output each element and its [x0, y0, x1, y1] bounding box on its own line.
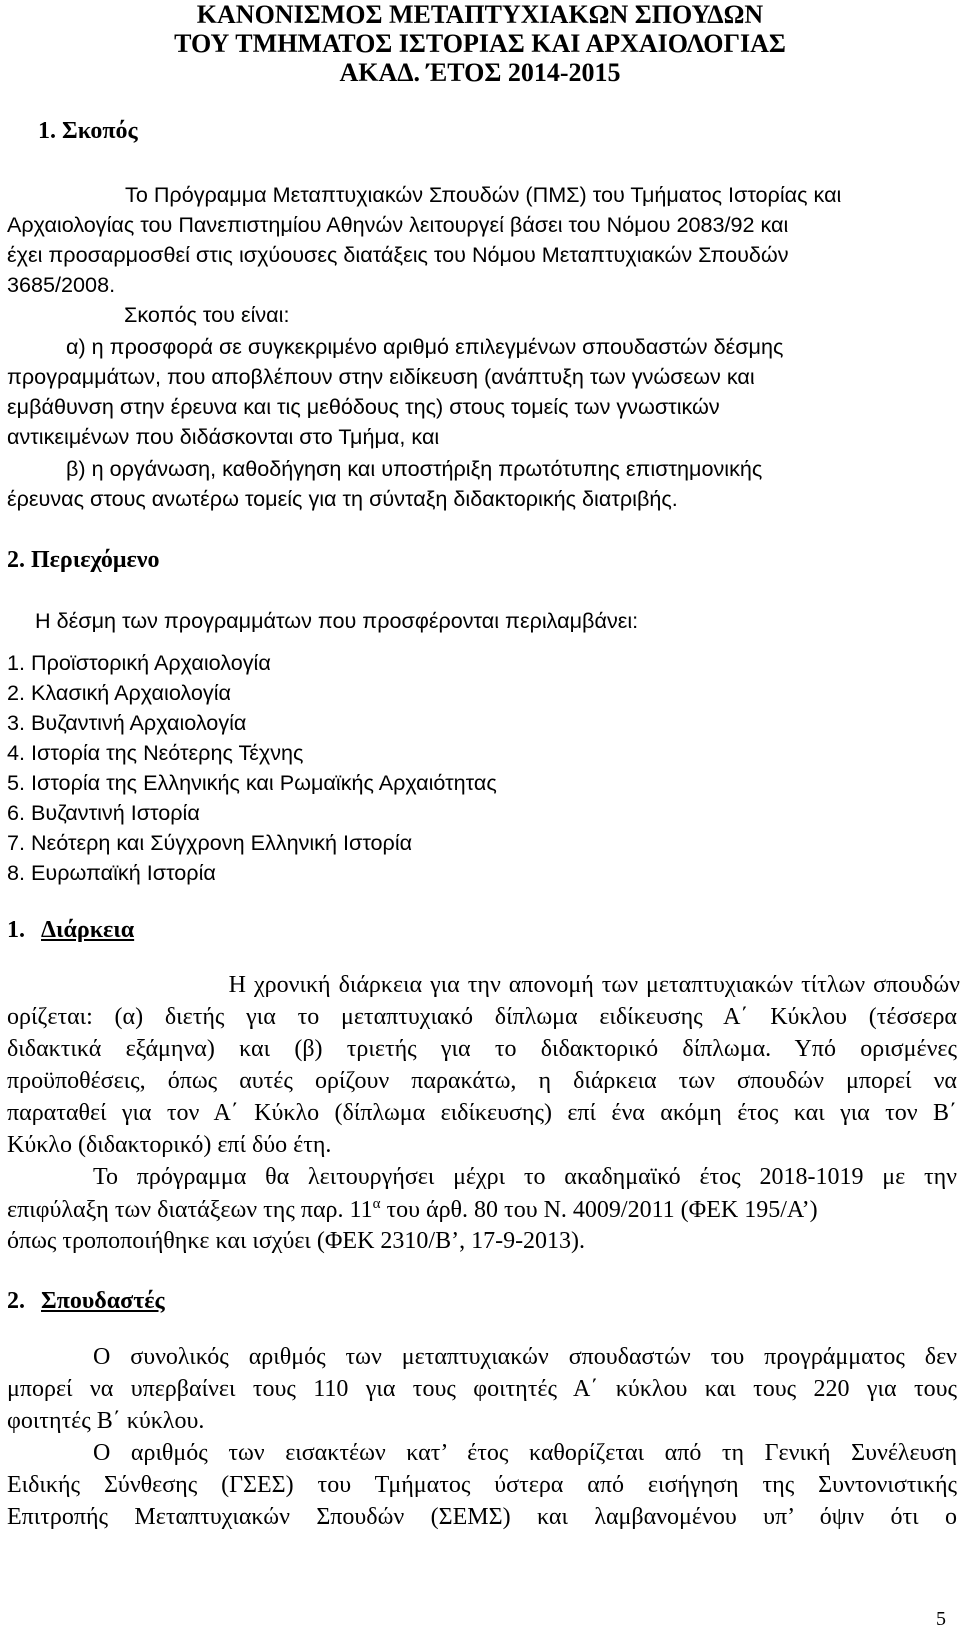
purpose-a-line-3: εμβάθυνση στην έρευνα και τις μεθόδους της) στους τομείς των γνωστικών [7, 394, 720, 419]
program-item: 1. Προϊστορική Αρχαιολογία [7, 650, 271, 675]
purpose-para-line-3: έχει προσαρμοσθεί στις ισχύουσες διατάξεις του Νόμου Μεταπτυχιακών Σπουδών [7, 242, 789, 267]
page-number: 5 [936, 1608, 946, 1630]
program-end-line-3: όπως τροποποιήθηκε και ισχύει (ΦΕΚ 2310/Β’, 17-9-2013). [7, 1228, 586, 1254]
students-para-line-3: φοιτητές Β΄ κύκλου. [7, 1408, 205, 1434]
purpose-a-line-1: α) η προσφορά σε συγκεκριμένο αριθμό επιλεγμένων σπουδαστών δέσμης [66, 334, 784, 359]
program-end-line-2 [7, 1196, 818, 1224]
section-heading-number: 1. [7, 917, 25, 943]
duration-para-line-3: διδακτικά εξάμηνα) και (β) τριετής για το διδακτορικό δίπλωμα. Υπό ορισμένες [7, 1036, 957, 1062]
purpose-a-line-4: αντικειμένων που διδάσκονται στο Τμήμα, και [7, 424, 440, 449]
admission-para-line-1: Ο αριθμός των εισακτέων κατ’ έτος καθορίζεται από τη Γενική Συνέλευση [93, 1440, 957, 1466]
duration-para-line-6: Κύκλο (διδακτορικό) επί δύο έτη. [7, 1132, 332, 1158]
duration-para-line-4: προϋποθέσεις, όπως αυτές ορίζουν παρακάτω, η διάρκεια των σπουδών μπορεί να [7, 1068, 957, 1094]
program-item: 4. Ιστορία της Νεότερης Τέχνης [7, 740, 304, 765]
program-item: 8. Ευρωπαϊκή Ιστορία [7, 860, 216, 885]
section-heading-text: Σπουδαστές [41, 1288, 165, 1314]
program-end-line-1: Το πρόγραμμα θα λειτουργήσει μέχρι το ακαδημαϊκό έτος 2018-1019 με την [93, 1164, 957, 1190]
duration-para-line-2: ορίζεται: (α) διετής για το μεταπτυχιακό δίπλωμα ειδίκευσης Α΄ Κύκλου (τέσσερα [7, 1004, 957, 1030]
purpose-intro: Σκοπός του είναι: [124, 302, 290, 327]
admission-para-line-3: Επιτροπής Μεταπτυχιακών Σπουδών (ΣΕΜΣ) και λαμβανομένου υπ’ όψιν ότι ο [7, 1504, 957, 1530]
program-end-text: επιφύλαξη των διατάξεων της παρ. 11 [7, 1197, 373, 1223]
admission-para-line-2: Ειδικής Σύνθεσης (ΓΣΕΣ) του Τμήματος ύστερα από εισήγηση της Συντονιστικής [7, 1472, 957, 1498]
purpose-b-line-2: έρευνας στους ανωτέρω τομείς για τη σύνταξη διδακτορικής διατριβής. [7, 486, 678, 511]
program-end-text: του άρθ. 80 του Ν. 4009/2011 (ΦΕΚ 195/Α’) [380, 1197, 818, 1223]
section-heading-number: 2. [7, 1288, 25, 1314]
purpose-para-line-1: Το Πρόγραμμα Μεταπτυχιακών Σπουδών (ΠΜΣ) του Τμήματος Ιστορίας και [125, 182, 842, 207]
section-heading-duration [7, 917, 134, 944]
program-item: 3. Βυζαντινή Αρχαιολογία [7, 710, 247, 735]
section-heading-purpose: 1. Σκοπός [38, 118, 138, 144]
students-para-line-2: μπορεί να υπερβαίνει τους 110 για τους φοιτητές Α΄ κύκλου και τους 220 για τους [7, 1376, 957, 1402]
program-item: 2. Κλασική Αρχαιολογία [7, 680, 231, 705]
document-title-line-1: ΚΑΝΟΝΙΣΜΟΣ ΜΕΤΑΠΤΥΧΙΑΚΩΝ ΣΠΟΥΔΩΝ [196, 0, 764, 29]
purpose-para-line-4: 3685/2008. [7, 272, 116, 297]
programs-intro: Η δέσμη των προγραμμάτων που προσφέρονται περιλαμβάνει: [35, 608, 639, 633]
purpose-b-line-1: β) η οργάνωση, καθοδήγηση και υποστήριξη πρωτότυπης επιστημονικής [66, 456, 763, 481]
duration-para-line-1: Η χρονική διάρκεια για την απονομή των μεταπτυχιακών τίτλων σπουδών [228, 972, 960, 998]
purpose-a-line-2: προγραμμάτων, που αποβλέπουν στην ειδίκευση (ανάπτυξη των γνώσεων και [7, 364, 755, 389]
students-para-line-1: Ο συνολικός αριθμός των μεταπτυχιακών σπουδαστών του προγράμματος δεν [93, 1344, 957, 1370]
section-heading-text: Διάρκεια [41, 917, 135, 943]
duration-para-line-5: παραταθεί για τον Α΄ Κύκλο (δίπλωμα ειδίκευσης) επί ένα ακόμη έτος και για τον Β΄ [7, 1100, 957, 1126]
section-heading-content: 2. Περιεχόμενο [7, 547, 160, 573]
superscript-alpha: α [372, 1196, 381, 1212]
document-title-line-2: ΤΟΥ ΤΜΗΜΑΤΟΣ ΙΣΤΟΡΙΑΣ ΚΑΙ ΑΡΧΑΙΟΛΟΓΙΑΣ [174, 29, 786, 58]
program-item: 6. Βυζαντινή Ιστορία [7, 800, 200, 825]
section-heading-students [7, 1288, 165, 1315]
document-title-line-3: ΑΚΑΔ. ΈΤΟΣ 2014-2015 [339, 58, 621, 87]
purpose-para-line-2: Αρχαιολογίας του Πανεπιστημίου Αθηνών λειτουργεί βάσει του Νόμου 2083/92 και [7, 212, 789, 237]
program-item: 5. Ιστορία της Ελληνικής και Ρωμαϊκής Αρχαιότητας [7, 770, 497, 795]
program-item: 7. Νεότερη και Σύγχρονη Ελληνική Ιστορία [7, 830, 413, 855]
